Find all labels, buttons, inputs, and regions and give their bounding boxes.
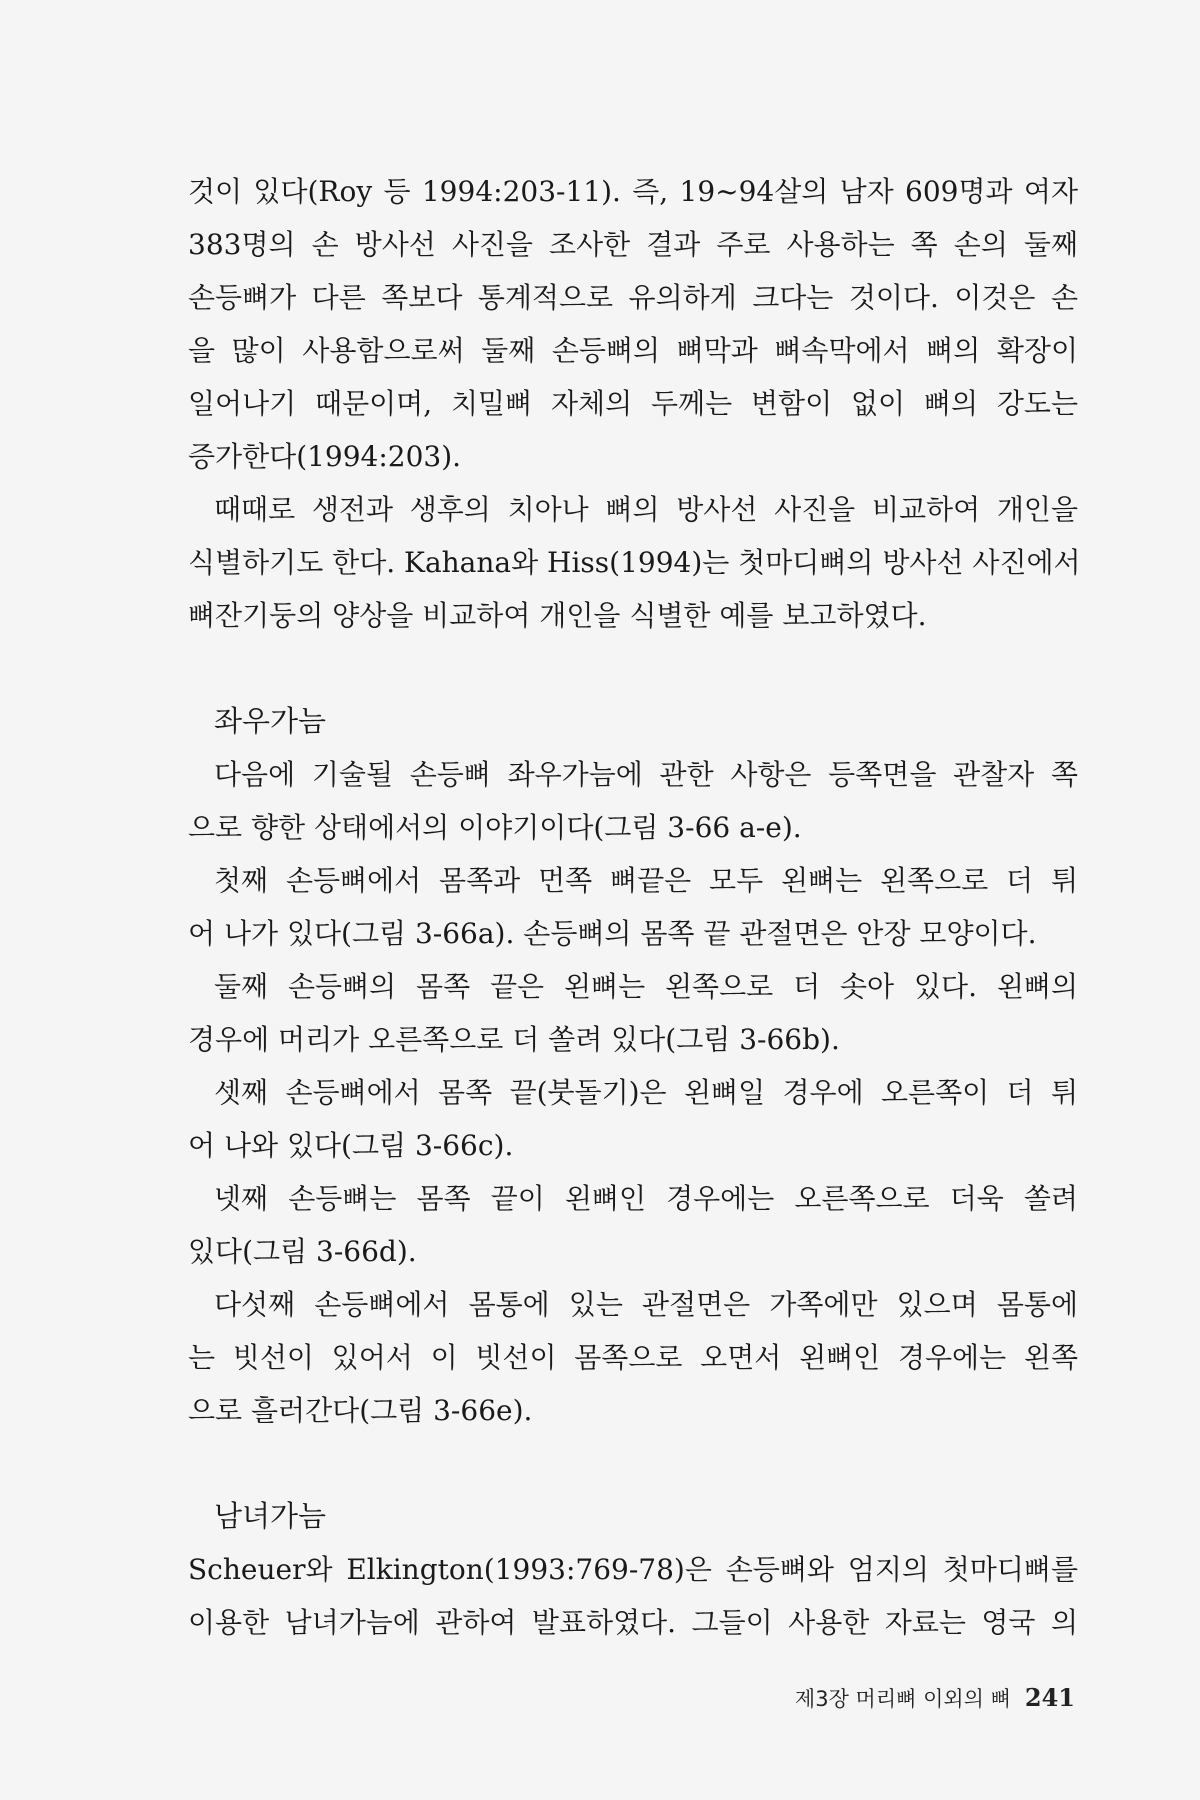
section-heading: 남녀가늠	[214, 1499, 327, 1533]
page-number: 241	[1024, 1683, 1075, 1712]
text-line: 때때로 생전과 생후의 치아나 뼈의 방사선 사진을 비교하여 개인을	[214, 493, 1078, 526]
body-text	[188, 165, 1081, 1649]
paragraph	[188, 748, 1078, 854]
running-head: 제3장 머리뼈 이외의 뼈	[794, 1687, 1011, 1711]
text-line: 을 많이 사용함으로써 둘째 손등뼈의 뼈막과 뼈속막에서 뼈의 확장이	[188, 334, 1078, 367]
section-gap	[188, 1437, 1078, 1490]
text-line: 이용한 남녀가늠에 관하여 발표하였다. 그들이 사용한 자료는 영국 의	[188, 1606, 1078, 1639]
paragraph	[188, 960, 1078, 1066]
text-line: 식별하기도 한다. Kahana와 Hiss(1994)는 첫마디뼈의 방사선 사진에서	[188, 546, 1081, 579]
text-line: 셋째 손등뼈에서 몸쪽 끝(붓돌기)은 왼뼈일 경우에 오른쪽이 더 튀	[214, 1076, 1078, 1109]
text-line: 일어나기 때문이며, 치밀뼈 자체의 두께는 변함이 없이 뼈의 강도는	[188, 387, 1078, 420]
paragraph	[188, 483, 1081, 642]
page-footer	[795, 1683, 1075, 1713]
text-line: 다섯째 손등뼈에서 몸통에 있는 관절면은 가쪽에만 있으며 몸통에	[214, 1288, 1078, 1321]
paragraph	[188, 1066, 1078, 1172]
text-line: 첫째 손등뼈에서 몸쪽과 먼쪽 뼈끝은 모두 왼뼈는 왼쪽으로 더 튀	[214, 864, 1078, 897]
paragraph	[188, 1278, 1078, 1437]
section-heading: 좌우가늠	[214, 704, 327, 738]
text-line: 뼈잔기둥의 양상을 비교하여 개인을 식별한 예를 보고하였다.	[188, 599, 927, 632]
text-line: 383명의 손 방사선 사진을 조사한 결과 주로 사용하는 쪽 손의 둘째	[188, 228, 1078, 261]
text-line: 다음에 기술될 손등뼈 좌우가늠에 관한 사항은 등쪽면을 관찰자 쪽	[214, 758, 1078, 791]
paragraph	[188, 1543, 1078, 1649]
text-line: 으로 향한 상태에서의 이야기이다(그림 3-66 a-e).	[188, 811, 802, 844]
text-line: 있다(그림 3-66d).	[188, 1235, 417, 1268]
section-gap	[188, 642, 1078, 695]
paragraph	[188, 854, 1078, 960]
text-line: 경우에 머리가 오른쪽으로 더 쏠려 있다(그림 3-66b).	[188, 1023, 840, 1056]
text-line: 넷째 손등뼈는 몸쪽 끝이 왼뼈인 경우에는 오른쪽으로 더욱 쏠려	[214, 1182, 1078, 1215]
text-line: 증가한다(1994:203).	[188, 440, 462, 473]
text-line: 으로 흘러간다(그림 3-66e).	[188, 1394, 533, 1427]
text-line: 둘째 손등뼈의 몸쪽 끝은 왼뼈는 왼쪽으로 더 솟아 있다. 왼뼈의	[214, 970, 1078, 1003]
text-line: 것이 있다(Roy 등 1994:203-11). 즉, 19~94살의 남자 609명과 여자	[188, 175, 1078, 208]
text-line: 어 나와 있다(그림 3-66c).	[188, 1129, 514, 1162]
paragraph	[188, 1172, 1078, 1278]
text-line: 는 빗선이 있어서 이 빗선이 몸쪽으로 오면서 왼뼈인 경우에는 왼쪽	[188, 1341, 1078, 1374]
text-line: 손등뼈가 다른 쪽보다 통계적으로 유의하게 크다는 것이다. 이것은 손	[188, 281, 1078, 314]
text-line: Scheuer와 Elkington(1993:769-78)은 손등뼈와 엄지의 첫마디뼈를	[188, 1553, 1078, 1586]
paragraph	[188, 165, 1078, 483]
text-line: 어 나가 있다(그림 3-66a). 손등뼈의 몸쪽 끝 관절면은 안장 모양이다.	[188, 917, 1037, 950]
